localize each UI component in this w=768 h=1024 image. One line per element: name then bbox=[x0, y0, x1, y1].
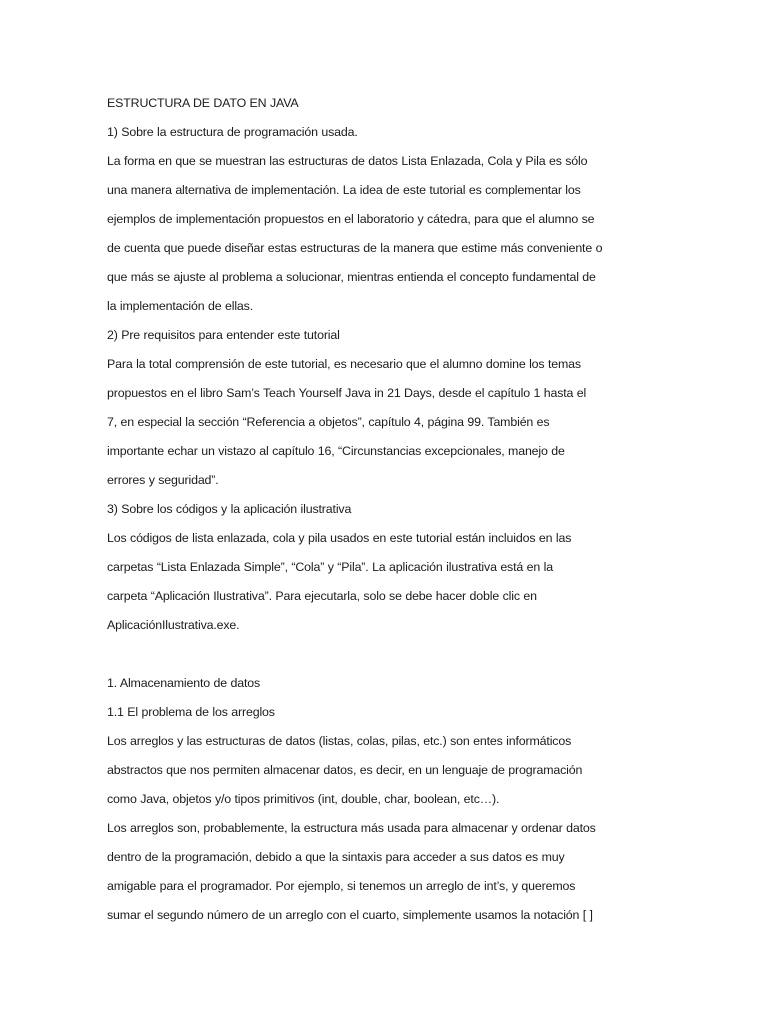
text-line: errores y seguridad”. bbox=[107, 473, 219, 487]
text-line: carpeta “Aplicación Ilustrativa”. Para ejecutarla, solo se debe hacer doble clic en bbox=[107, 589, 537, 603]
text-line: 1) Sobre la estructura de programación usada. bbox=[107, 125, 358, 139]
text-line: La forma en que se muestran las estructuras de datos Lista Enlazada, Cola y Pila es sólo bbox=[107, 154, 588, 168]
text-line: sumar el segundo número de un arreglo con el cuarto, simplemente usamos la notación [ ] bbox=[107, 908, 593, 922]
text-line: carpetas “Lista Enlazada Simple”, “Cola” y “Pila”. La aplicación ilustrativa está en la bbox=[107, 560, 553, 574]
text-line: propuestos en el libro Sam’s Teach Yourself Java in 21 Days, desde el capítulo 1 hasta el bbox=[107, 386, 587, 400]
text-line: de cuenta que puede diseñar estas estructuras de la manera que estime más conveniente o bbox=[107, 241, 603, 255]
text-line: Los arreglos y las estructuras de datos (listas, colas, pilas, etc.) son entes informáticos bbox=[107, 734, 572, 748]
text-line: abstractos que nos permiten almacenar datos, es decir, en un lenguaje de programación bbox=[107, 763, 583, 777]
text-line: dentro de la programación, debido a que la sintaxis para acceder a sus datos es muy bbox=[107, 850, 565, 864]
section-heading: 2) Pre requisitos para entender este tutorial bbox=[107, 328, 340, 342]
text-line: amigable para el programador. Por ejemplo, si tenemos un arreglo de int’s, y queremos bbox=[107, 879, 576, 893]
document-body bbox=[107, 89, 647, 930]
text-line: la implementación de ellas. bbox=[107, 299, 254, 313]
section-heading: 1. Almacenamiento de datos bbox=[107, 676, 261, 690]
text-line: 7, en especial la sección “Referencia a objetos”, capítulo 4, página 99. También es bbox=[107, 415, 550, 429]
text-line: como Java, objetos y/o tipos primitivos (int, double, char, boolean, etc…). bbox=[107, 792, 500, 806]
text-line: importante echar un vistazo al capítulo 16, “Circunstancias excepcionales, manejo de bbox=[107, 444, 565, 458]
text-line: AplicaciónIlustrativa.exe. bbox=[107, 618, 240, 632]
text-line: Para la total comprensión de este tutorial, es necesario que el alumno domine los temas bbox=[107, 357, 581, 371]
document-title: ESTRUCTURA DE DATO EN JAVA bbox=[107, 96, 299, 110]
text-line: Los códigos de lista enlazada, cola y pila usados en este tutorial están incluidos en las bbox=[107, 531, 572, 545]
text-line: una manera alternativa de implementación. La idea de este tutorial es complementar los bbox=[107, 183, 581, 197]
blank-line bbox=[107, 640, 647, 669]
section-heading: 3) Sobre los códigos y la aplicación ilustrativa bbox=[107, 502, 352, 516]
subsection-heading: 1.1 El problema de los arreglos bbox=[107, 705, 275, 719]
text-line: ejemplos de implementación propuestos en el laboratorio y cátedra, para que el alumno se bbox=[107, 212, 595, 226]
text-line: Los arreglos son, probablemente, la estructura más usada para almacenar y ordenar datos bbox=[107, 821, 596, 835]
text-line: que más se ajuste al problema a solucionar, mientras entienda el concepto fundamental de bbox=[107, 270, 596, 284]
